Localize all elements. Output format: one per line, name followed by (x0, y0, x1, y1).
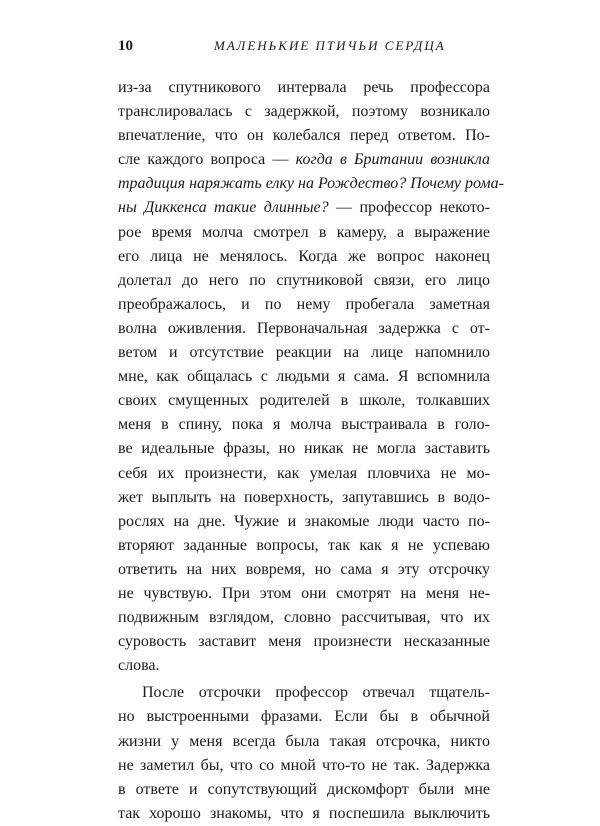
text-line (118, 778, 490, 802)
text-segment: вторяют заданные вопросы, так как я не успеваю (118, 536, 490, 554)
text-line (118, 172, 504, 196)
text-segment: из-за спутникового интервала речь профессора (118, 79, 490, 96)
text-segment: в ответе и сопутствующий дискомфорт были мне (118, 780, 490, 798)
text-segment: ветом и отсутствие реакции на лице напомнило (118, 344, 490, 362)
text-line (118, 754, 490, 778)
text-line (118, 148, 490, 172)
text-segment: рое время молча смотрел в камеру, а выражение (118, 223, 490, 241)
text-line (118, 486, 490, 510)
page-number: 10 (118, 38, 133, 54)
italic-segment: ны Диккенса такие длинные? (118, 199, 329, 217)
text-segment: ве идеальные фразы, но никак не могла заставить (118, 440, 490, 458)
text-segment: сле каждого вопроса — (118, 151, 296, 169)
text-segment: слова. (118, 657, 160, 675)
text-line (118, 365, 490, 389)
text-line (118, 558, 490, 582)
body-text (118, 76, 504, 826)
text-segment: своих смущенных родителей в школе, толкавших (118, 392, 490, 410)
running-title: МАЛЕНЬКИЕ ПТИЧЬИ СЕРДЦА (214, 38, 446, 53)
italic-segment: когда в Британии возникла (295, 151, 491, 169)
text-segment: не заметил бы, что со мной что-то не так. Задержка (118, 756, 490, 774)
text-segment: волна оживления. Первоначальная задержка с от- (118, 319, 490, 337)
italic-segment: традиция наряжать елку на Рождество? Почему рома- (118, 175, 504, 193)
text-segment: меня в спину, пока я молча выстраивала в голо- (118, 416, 490, 434)
text-line (118, 606, 490, 630)
text-line (118, 510, 490, 534)
text-line (118, 462, 490, 486)
text-line (118, 389, 490, 413)
text-segment: — профессор некото- (328, 199, 491, 217)
text-segment: подвижным взглядом, словно рассчитывая, что их (118, 609, 490, 627)
text-line (118, 681, 490, 705)
text-segment: впечатление, что он колебался перед ответом. По- (118, 127, 490, 145)
text-line (118, 293, 490, 317)
text-line (118, 802, 490, 826)
text-line (118, 221, 490, 245)
text-line (118, 245, 490, 269)
text-line (118, 76, 490, 100)
text-line (118, 341, 490, 365)
text-line (118, 317, 490, 341)
text-segment: его лица не менялось. Когда же вопрос наконец (118, 247, 490, 265)
page-header (118, 36, 500, 56)
text-segment: преображалось, и по нему пробегала заметная (118, 295, 490, 313)
text-line (118, 730, 490, 754)
text-line (118, 437, 490, 461)
text-line (118, 100, 490, 124)
text-segment: мне, как общалась с людьми я сама. Я вспомнила (118, 368, 490, 386)
text-segment: суровость заставит меня произнести несказанные (118, 633, 490, 651)
text-segment: не чувствую. При этом они смотрят на меня не- (118, 584, 490, 602)
text-segment: После отсрочки профессор отвечал тщатель- (142, 684, 490, 702)
text-line (118, 534, 490, 558)
text-line (118, 413, 490, 437)
text-segment: транслировалась с задержкой, поэтому возникало (118, 103, 490, 121)
text-line (118, 654, 490, 678)
text-segment: жет выплыть на поверхность, запутавшись в водо- (118, 488, 490, 506)
text-line (118, 196, 490, 220)
text-segment: ответить на них вовремя, но сама я эту отсрочку (118, 560, 490, 578)
text-line (118, 124, 490, 148)
text-segment: так хорошо знакомы, что я поспешила выключить (118, 804, 490, 822)
text-line (118, 705, 490, 729)
text-line (118, 630, 490, 654)
text-segment: жизни у меня всегда была такая отсрочка, никто (118, 732, 490, 750)
text-line (118, 269, 490, 293)
text-line (118, 582, 490, 606)
text-segment: себя их произнести, как умелая пловчиха не мо- (118, 464, 490, 482)
text-segment: рослях на дне. Чужие и знакомые люди часто по- (118, 512, 490, 530)
text-segment: долетал до него по спутниковой связи, его лицо (118, 271, 490, 289)
text-segment: но выстроенными фразами. Если бы в обычной (118, 708, 490, 726)
